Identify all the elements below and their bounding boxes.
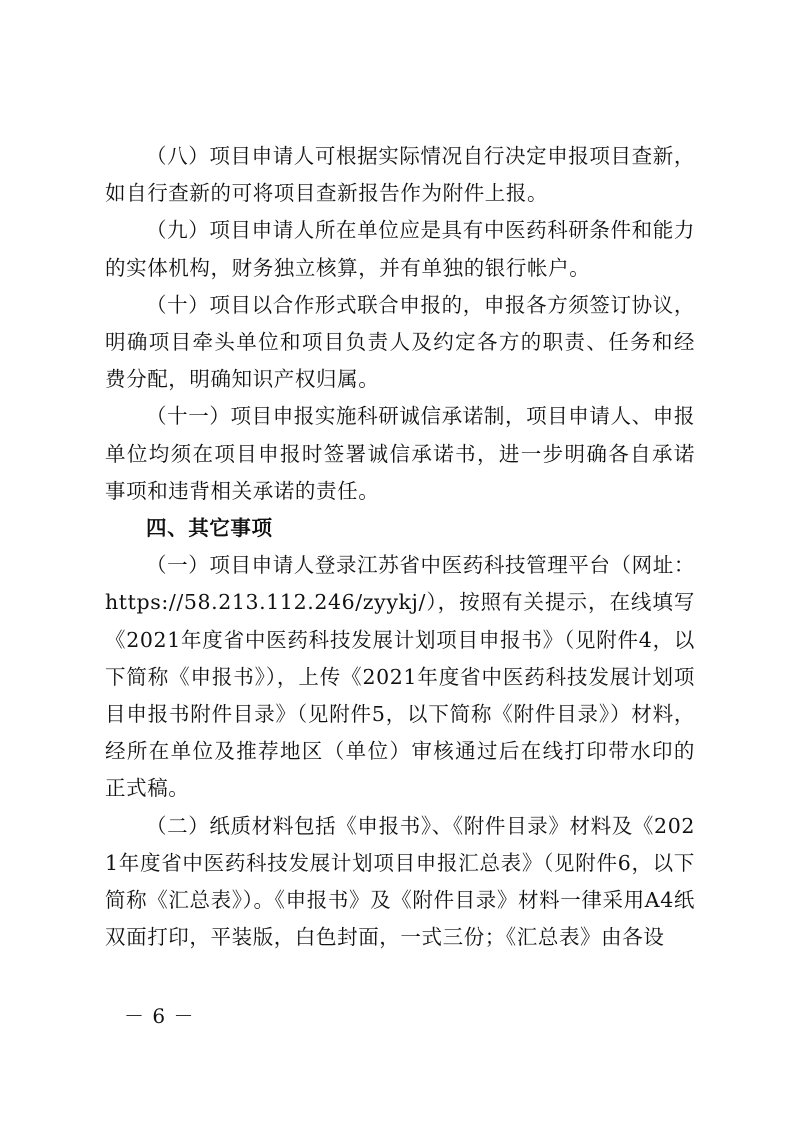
- paragraph-other-2: （二）纸质材料包括《申报书》、《附件目录》材料及《2021年度省中医药科技发展计划项目申报汇总表》（见附件6，以下简称《汇总表》）。《申报书》及《附件目录》材料一律采用A4纸双面打印，平装版，白色封面，一式三份；《汇总表》由各设: [105, 813, 695, 950]
- page-number: － 6 －: [124, 1004, 195, 1028]
- document-body: [105, 138, 695, 956]
- section-heading-4: 四、其它事项: [146, 516, 273, 541]
- paragraph-item-11: （十一）项目申报实施科研诚信承诺制，项目申请人、申报单位均须在项目申报时签署诚信承诺书，进一步明确各自承诺事项和违背相关承诺的责任。: [105, 404, 695, 503]
- paragraph-other-1: （一）项目申请人登录江苏省中医药科技管理平台（网址：https://58.213.112.246/zyykj/），按照有关提示，在线填写《2021年度省中医药科技发展计划项目申报书》（见附件4，以下简称《申报书》），上传《2021年度省中医药科技发展计划项目申报书附件目录》（见附件5，以下简称《附件目录》）材料，经所在单位及推荐地区（单位）审核通过后在线打印带水印的正式稿。: [105, 553, 695, 801]
- paragraph-item-8: （八）项目申请人可根据实际情况自行决定申报项目查新，如自行查新的可将项目查新报告作为附件上报。: [105, 144, 695, 206]
- paragraph-item-9: （九）项目申请人所在单位应是具有中医药科研条件和能力的实体机构，财务独立核算，并有单独的银行帐户。: [105, 218, 695, 280]
- paragraph-item-10: （十）项目以合作形式联合申报的，申报各方须签订协议，明确项目牵头单位和项目负责人及约定各方的职责、任务和经费分配，明确知识产权归属。: [105, 292, 695, 392]
